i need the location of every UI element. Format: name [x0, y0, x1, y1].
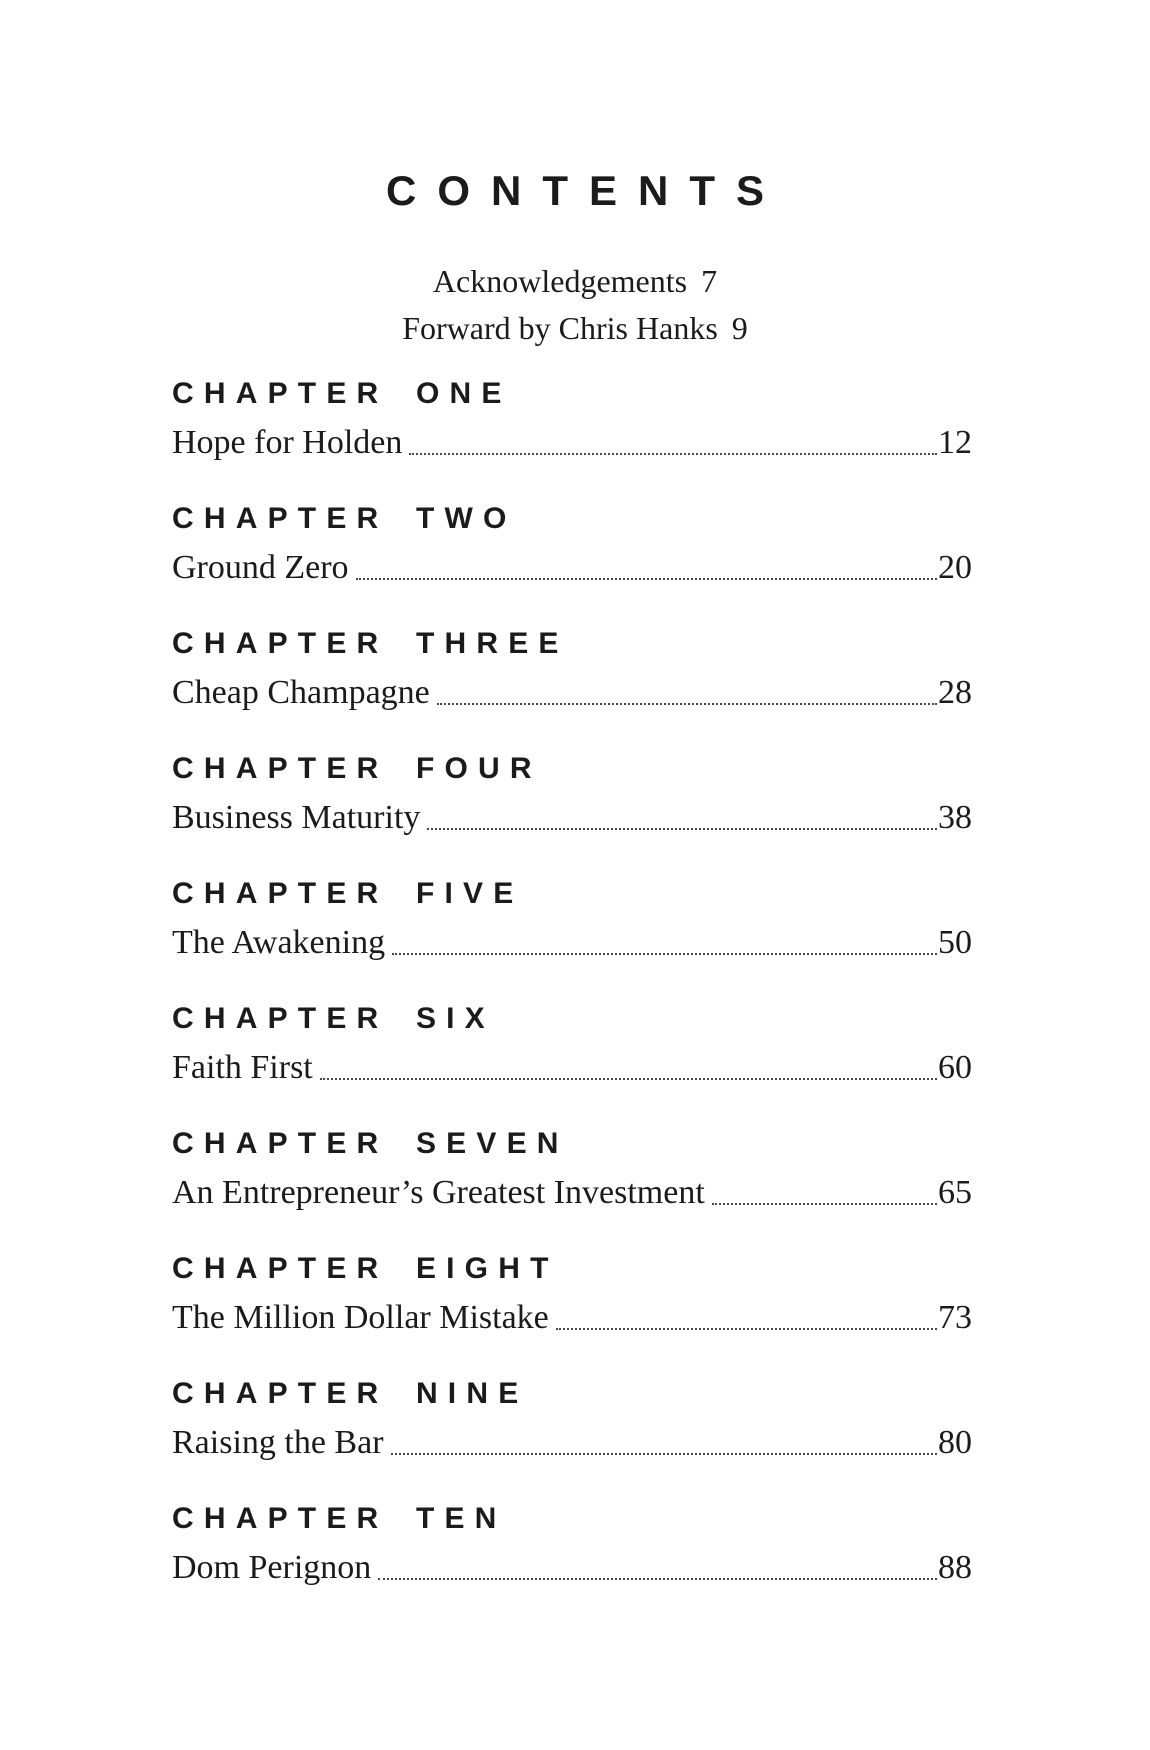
- chapter-page-number: 38: [938, 799, 972, 836]
- front-matter-label: Forward by Chris Hanks: [402, 310, 718, 346]
- front-matter: [0, 258, 1150, 352]
- page-title: CONTENTS: [386, 167, 785, 214]
- dotted-leader: [320, 1078, 937, 1080]
- chapter-row: [172, 799, 972, 837]
- chapter-heading: CHAPTER EIGHT: [172, 1252, 559, 1285]
- toc-chapter-block: [172, 379, 972, 462]
- chapter-page-number: 80: [938, 1424, 972, 1461]
- front-matter-label: Acknowledgements: [432, 263, 688, 299]
- front-matter-page-number: 7: [701, 263, 718, 299]
- chapter-page-number: 20: [938, 549, 972, 586]
- dotted-leader: [391, 1453, 937, 1455]
- toc-chapter-block: [172, 1379, 972, 1462]
- chapter-row: [172, 1049, 972, 1087]
- front-matter-entry: [0, 305, 1150, 352]
- chapter-title: Hope for Holden: [172, 424, 403, 461]
- toc-chapter-block: [172, 754, 972, 837]
- chapter-title: Faith First: [172, 1049, 313, 1086]
- chapter-page-number: 60: [938, 1049, 972, 1086]
- chapter-title: Cheap Champagne: [172, 674, 430, 711]
- chapter-heading: CHAPTER ONE: [172, 377, 512, 410]
- toc-list: [172, 379, 972, 1587]
- chapter-title: The Awakening: [172, 924, 386, 961]
- toc-chapter-block: [172, 629, 972, 712]
- chapter-row: [172, 1174, 972, 1212]
- chapter-heading: CHAPTER THREE: [172, 627, 569, 660]
- chapter-title: Business Maturity: [172, 799, 421, 836]
- chapter-heading: CHAPTER SIX: [172, 1002, 495, 1035]
- dotted-leader: [378, 1578, 937, 1580]
- chapter-page-number: 50: [938, 924, 972, 961]
- dotted-leader: [356, 578, 937, 580]
- chapter-heading: CHAPTER FIVE: [172, 877, 524, 910]
- chapter-title: Ground Zero: [172, 549, 349, 586]
- chapter-page-number: 88: [938, 1549, 972, 1586]
- chapter-row: [172, 424, 972, 462]
- dotted-leader: [437, 703, 937, 705]
- chapter-page-number: 65: [938, 1174, 972, 1211]
- chapter-heading: CHAPTER FOUR: [172, 752, 542, 785]
- toc-chapter-block: [172, 1004, 972, 1087]
- chapter-heading: CHAPTER SEVEN: [172, 1127, 569, 1160]
- chapter-row: [172, 674, 972, 712]
- toc-chapter-block: [172, 1129, 972, 1212]
- toc-chapter-block: [172, 1504, 972, 1587]
- chapter-heading: CHAPTER NINE: [172, 1377, 529, 1410]
- chapter-row: [172, 1424, 972, 1462]
- chapter-title: Dom Perignon: [172, 1549, 372, 1586]
- dotted-leader: [712, 1203, 937, 1205]
- chapter-title: Raising the Bar: [172, 1424, 384, 1461]
- chapter-heading: CHAPTER TWO: [172, 502, 517, 535]
- toc-chapter-block: [172, 504, 972, 587]
- dotted-leader: [409, 453, 937, 455]
- dotted-leader: [556, 1328, 937, 1330]
- front-matter-page-number: 9: [731, 310, 748, 346]
- chapter-title: An Entrepreneur’s Greatest Investment: [172, 1174, 705, 1211]
- chapter-row: [172, 1299, 972, 1337]
- dotted-leader: [427, 828, 937, 830]
- chapter-title: The Million Dollar Mistake: [172, 1299, 549, 1336]
- chapter-row: [172, 1549, 972, 1587]
- chapter-heading: CHAPTER TEN: [172, 1502, 507, 1535]
- dotted-leader: [392, 953, 937, 955]
- chapter-page-number: 73: [938, 1299, 972, 1336]
- front-matter-entry: [0, 258, 1150, 305]
- chapter-row: [172, 549, 972, 587]
- toc-chapter-block: [172, 1254, 972, 1337]
- toc-chapter-block: [172, 879, 972, 962]
- contents-page: [0, 168, 1150, 1750]
- chapter-page-number: 12: [938, 424, 972, 461]
- chapter-row: [172, 924, 972, 962]
- chapter-page-number: 28: [938, 674, 972, 711]
